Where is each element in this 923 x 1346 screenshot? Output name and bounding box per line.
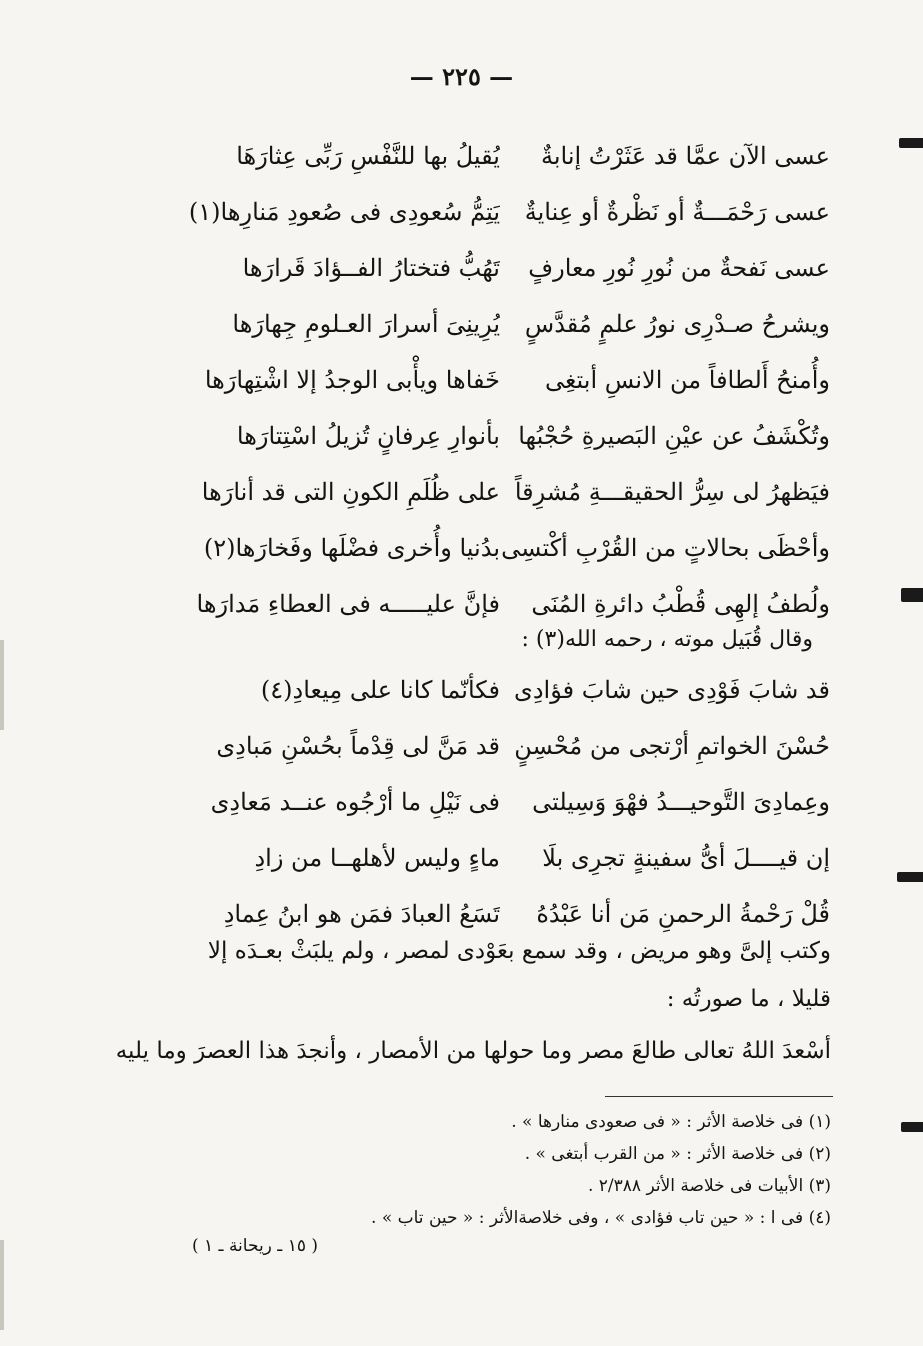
second-hemistich: قد مَنَّ لى قِدْماً بحُسْنِ مَبادِى xyxy=(216,732,500,760)
verse-line xyxy=(100,352,830,408)
first-hemistich: وأُمنحُ أَلطافاً من الانسِ أبتغِى xyxy=(544,366,830,394)
second-hemistich: خَفاها ويأْبى الوجدُ إلا اشْتِهارَها xyxy=(204,366,500,394)
verse-line xyxy=(100,128,830,184)
binding-mark xyxy=(901,588,923,602)
second-hemistich: على ظُلَمِ الكونِ التى قد أنارَها xyxy=(201,478,500,506)
first-hemistich: عسى الآن عمَّا قد عَثَرْتُ إنابةٌ xyxy=(540,142,830,170)
verse-line xyxy=(100,240,830,296)
verse-line xyxy=(100,718,830,774)
footnote: (٤) فى ا : « حين تاب فؤادى » ، وفى خلاصةالأثر : « حين تاب » . xyxy=(371,1208,831,1228)
second-hemistich: فى نَيْلِ ما أرْجُوه عنــد مَعادِى xyxy=(210,788,500,816)
page-edge-shadow xyxy=(0,640,4,730)
verse-line xyxy=(100,774,830,830)
second-hemistich: يَتِمُّ سُعودِى فى صُعودِ مَنارِها(١) xyxy=(188,198,500,226)
prose-line: أسْعدَ اللهُ تعالى طالعَ مصر وما حولها من الأمصار ، وأنجدَ هذا العصرَ وما يليه xyxy=(115,1038,831,1064)
poem-intro: وقال قُبَيل موته ، رحمه الله(٣) : xyxy=(521,627,813,652)
footnote: (١) فى خلاصة الأثر : « فى صعودى منارها » . xyxy=(511,1112,831,1132)
page-number: — ٢٢٥ — xyxy=(409,62,514,91)
second-hemistich: فإنَّ عليـــــه فى العطاءِ مَدارَها xyxy=(196,590,500,618)
binding-mark xyxy=(899,138,923,148)
footnote: (٢) فى خلاصة الأثر : « من القرب أبتغى » . xyxy=(524,1144,831,1164)
first-hemistich: قد شابَ فَوْدِى حين شابَ فؤادِى xyxy=(514,676,830,704)
first-hemistich: ويشرحُ صـدْرِى نورُ علمٍ مُقدَّسٍ xyxy=(524,310,830,338)
binding-mark xyxy=(901,1122,923,1132)
footnotes xyxy=(91,1106,831,1234)
footnote: (٣) الأبيات فى خلاصة الأثر ٢/٣٨٨ . xyxy=(587,1176,831,1196)
page-edge-shadow xyxy=(0,1240,4,1330)
footnote-divider xyxy=(605,1096,833,1097)
binding-mark xyxy=(897,872,923,882)
first-hemistich: وتُكْشَفُ عن عيْنِ البَصيرةِ حُجْبُها xyxy=(518,422,830,450)
first-hemistich: عسى رَحْمَـــةٌ أو نَظْرةٌ أو عِنايةٌ xyxy=(524,198,830,226)
verse-line xyxy=(100,830,830,886)
second-hemistich: يُقيلُ بها للنَّفْسِ رَبِّى عِثارَهَا xyxy=(236,142,500,170)
first-hemistich: وعِمادِىَ التَّوحيـــدُ فهْوَ وَسِيلتى xyxy=(532,788,830,816)
first-hemistich: فيَظهرُ لى سِرُّ الحقيقـــةِ مُشرِقاً xyxy=(514,478,830,506)
second-hemistich: تَهُبُّ فتختارُ الفــؤادَ قَرارَها xyxy=(242,254,500,282)
poem-1 xyxy=(100,128,830,632)
second-hemistich: ماءٍ وليس لأهلهــا من زادِ xyxy=(254,844,500,872)
signature-mark: ( ١٥ ـ ريحانة ـ ١ ) xyxy=(191,1236,318,1256)
verse-line xyxy=(100,464,830,520)
second-hemistich: بأنوارِ عِرفانٍ تُزيلُ اسْتِتارَها xyxy=(236,422,500,450)
first-hemistich: قُلْ رَحْمةُ الرحمنِ مَن أنا عَبْدُهُ xyxy=(536,900,830,928)
poem-2 xyxy=(100,662,830,942)
verse-line xyxy=(100,296,830,352)
first-hemistich: عسى نَفحةٌ من نُورِ نُورِ معارفٍ xyxy=(528,254,830,282)
verse-line xyxy=(100,662,830,718)
verse-line xyxy=(100,408,830,464)
first-hemistich: إن قيــــلَ أىُّ سفينةٍ تجرِى بلَا xyxy=(542,844,830,872)
prose-line: قليلا ، ما صورتُه : xyxy=(666,986,831,1012)
first-hemistich: ولُطفُ إلهِى قُطْبُ دائرةِ المُنَى xyxy=(531,590,830,618)
second-hemistich: تَسَعُ العبادَ فمَن هو ابنُ عِمادِ xyxy=(223,900,500,928)
first-hemistich: وأحْظَى بحالاتٍ من القُرْبِ أكْتسِى xyxy=(501,534,830,562)
verse-line xyxy=(100,184,830,240)
verse-line xyxy=(100,520,830,576)
first-hemistich: حُسْنَ الخواتمِ أرْتجى من مُحْسِنٍ xyxy=(514,732,830,760)
second-hemistich: فكأنّما كانا على مِيعادِ(٤) xyxy=(260,676,500,704)
second-hemistich: يُرِينِىَ أسرارَ العـلومِ جِهارَها xyxy=(232,310,500,338)
second-hemistich: بدُنيا وأُخرى فضْلَها وفَخارَها(٢) xyxy=(203,534,500,562)
prose-line: وكتب إلىَّ وهو مريض ، وقد سمع بعَوْدى لمصر ، ولم يلبَثْ بعـدَه إلا xyxy=(207,938,831,964)
